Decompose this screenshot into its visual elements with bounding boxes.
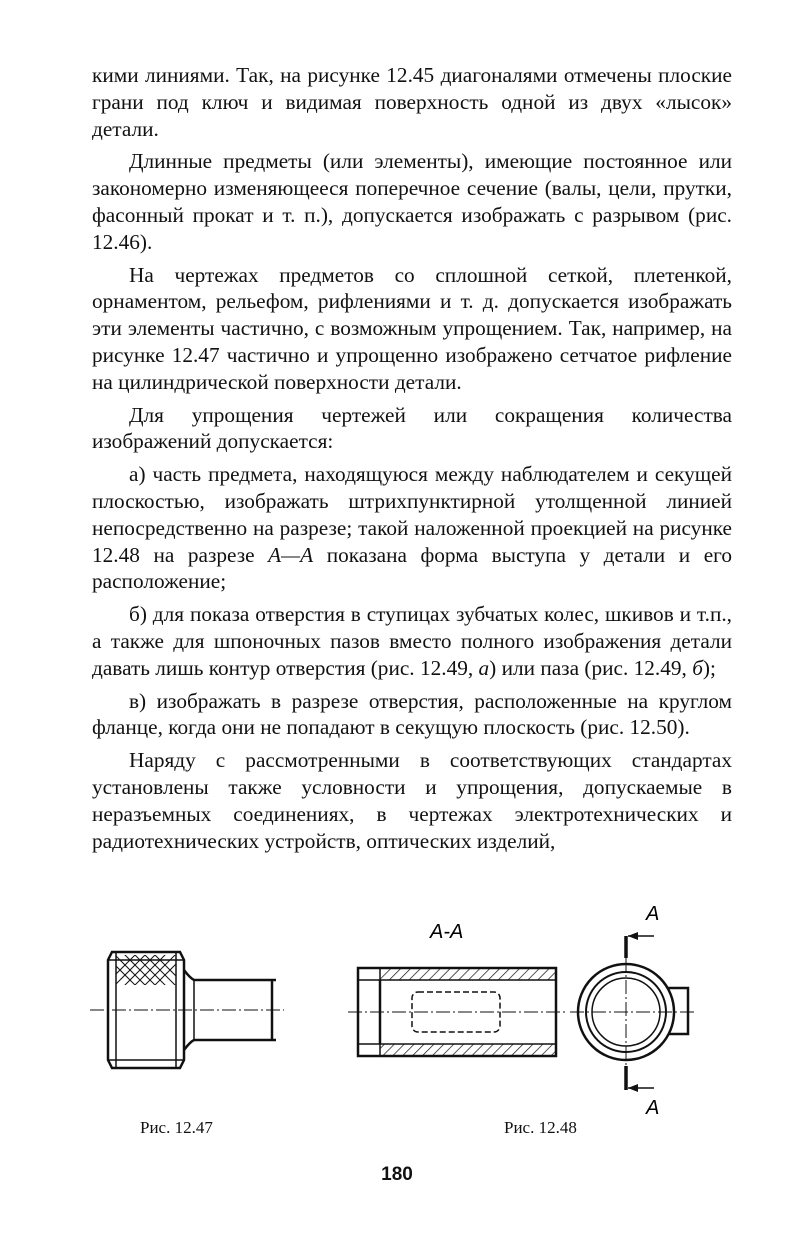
arrow-label-bottom: А bbox=[646, 1097, 660, 1119]
paragraph: Наряду с рассмотренными в соответствующих стандартах установлены также условности и упрощения, допускаемые в неразъемных соединениях, в чертежах электротехнических и радиотехнических устройств, оптических изделий, bbox=[92, 748, 732, 853]
paragraph: Для упрощения чертежей или сокращения количества изображений допускается: bbox=[92, 402, 732, 454]
section-label: А-А bbox=[430, 921, 464, 943]
arrow-label-top: А bbox=[646, 903, 660, 925]
figure-12-48-section-view bbox=[340, 900, 720, 1120]
page-number: 180 bbox=[381, 1164, 413, 1185]
end-view bbox=[570, 958, 696, 1068]
paragraph: кими линиями. Так, на рисунке 12.45 диагоналями отмечены плоские грани под ключ и видимая поверхность одной из двух «лысок» детали. bbox=[92, 63, 732, 141]
paragraph: Длинные предметы (или элементы), имеющие постоянное или закономерно изменяющееся поперечное сечение (валы, цели, прутки, фасонный прокат и т. п.), допускается изображать с разрывом (рис. 12.46). bbox=[92, 149, 732, 254]
hatch-bottom bbox=[380, 1044, 556, 1056]
list-item-a: а) часть предмета, находящуюся между наблюдателем и секущей плоскостью, изображать штрихпунктирной утолщенной линией непосредственно на разрезе; такой наложенной проекцией на рисунке 12.48 на разрезе А—А показана форма выступа у детали и его расположение; bbox=[92, 462, 733, 594]
list-item-c: в) изображать в разрезе отверстия, расположенные на круглом фланце, когда они не попадают в секущую плоскость (рис. 12.50). bbox=[92, 688, 732, 740]
hatch-top bbox=[380, 968, 556, 980]
caption-fig-12-47: Рис. 12.47 bbox=[140, 1118, 213, 1137]
paragraph: На чертежах предметов со сплошной сеткой, плетенкой, орнаментом, рельефом, рифлениями и т. д. допускается изображать эти элементы частично, с возможным упрощением. Так, например, на рисунке 12.47 частично и упрощенно изображено сетчатое рифление на цилиндрической поверхности детали. bbox=[92, 262, 732, 394]
body-text bbox=[92, 62, 732, 860]
figure-12-47-knurled-shaft bbox=[80, 930, 290, 1090]
list-item-b: б) для показа отверстия в ступицах зубчатых колес, шкивов и т.п., а также для шпоночных пазов вместо полного изображения детали давать лишь контур отверстия (рис. 12.49, а) или паза (рис. 12.49, б); bbox=[92, 602, 732, 680]
caption-fig-12-48: Рис. 12.48 bbox=[504, 1118, 577, 1137]
